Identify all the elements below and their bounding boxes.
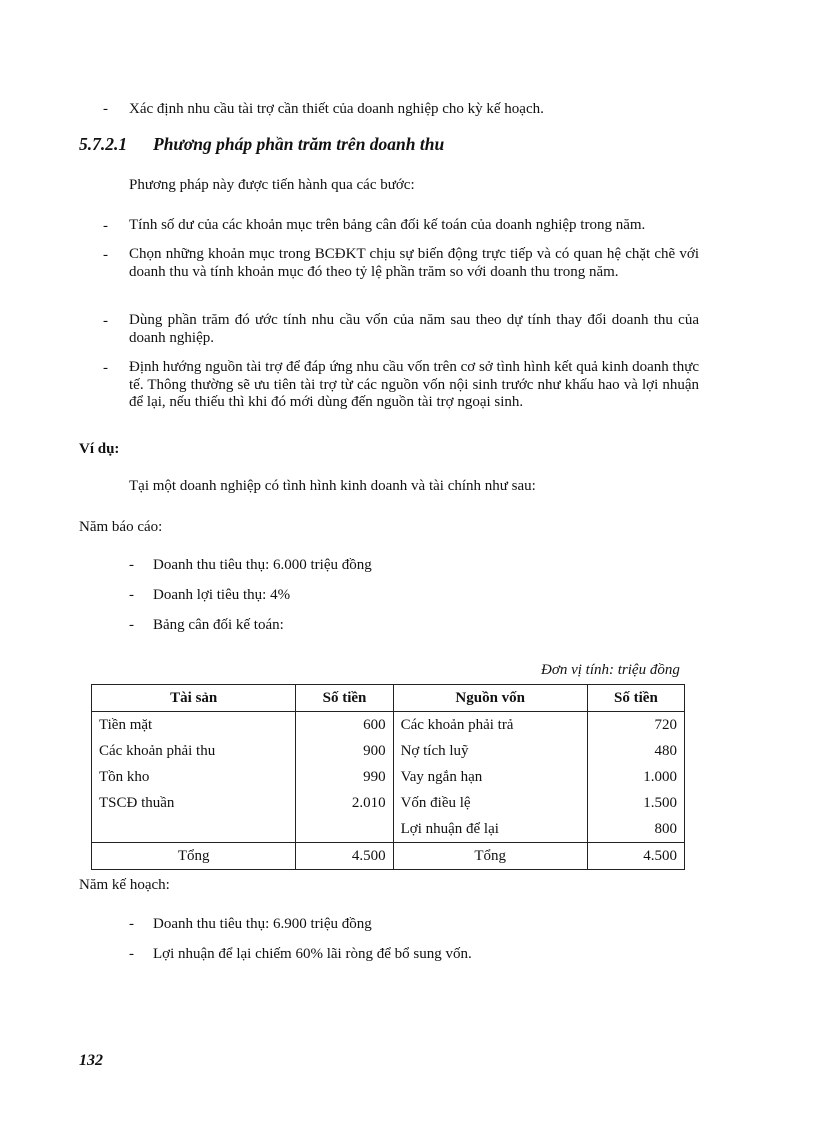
report-item-margin: Doanh lợi tiêu thụ: 4% — [153, 587, 291, 603]
asset-amount: 2.010 — [296, 790, 393, 816]
bullet-dash: - — [103, 101, 108, 117]
bullet-dash: - — [103, 360, 108, 376]
total-assets-amount: 4.500 — [296, 843, 393, 870]
asset-name: Tiền mặt — [92, 712, 296, 739]
bullet-dash: - — [129, 587, 134, 603]
source-name: Nợ tích luỹ — [393, 738, 587, 764]
source-amount: 480 — [587, 738, 684, 764]
asset-name: Tồn kho — [92, 764, 296, 790]
table-row — [92, 712, 685, 739]
header-assets: Tài sản — [92, 685, 296, 712]
table-row — [92, 738, 685, 764]
bullet-dash: - — [129, 617, 134, 633]
source-name: Vay ngắn hạn — [393, 764, 587, 790]
asset-name — [92, 816, 296, 843]
plan-item-revenue: Doanh thu tiêu thụ: 6.900 triệu đồng — [153, 916, 372, 932]
source-name: Lợi nhuận để lại — [393, 816, 587, 843]
method-intro: Phương pháp này được tiến hành qua các bước: — [129, 177, 415, 193]
header-amount: Số tiền — [587, 685, 684, 712]
page-number: 132 — [79, 1052, 103, 1069]
asset-amount: 900 — [296, 738, 393, 764]
header-sources: Nguồn vốn — [393, 685, 587, 712]
table-row — [92, 764, 685, 790]
total-sources-label: Tổng — [393, 843, 587, 870]
table-total-row — [92, 843, 685, 870]
source-name: Vốn điều lệ — [393, 790, 587, 816]
step-4: Định hướng nguồn tài trợ để đáp ứng nhu cầu vốn trên cơ sở tình hình kết quả kinh doanh thực tế. Thông thường sẽ ưu tiên tài trợ từ các nguồn vốn nội sinh trước như khấu hao và lợi nhuận để lại, nếu thiếu thì khi đó mới dùng đến nguồn tài trợ ngoại sinh. — [129, 359, 699, 410]
report-item-balance-sheet: Bảng cân đối kế toán: — [153, 617, 284, 633]
step-1: Tính số dư của các khoản mục trên bảng cân đối kế toán của doanh nghiệp trong năm. — [129, 217, 646, 233]
asset-amount — [296, 816, 393, 843]
plan-item-retained-earnings: Lợi nhuận để lại chiếm 60% lãi ròng để bổ sung vốn. — [153, 946, 472, 962]
section-title: Phương pháp phần trăm trên doanh thu — [153, 134, 445, 154]
intro-bullet-text: Xác định nhu cầu tài trợ cần thiết của doanh nghiệp cho kỳ kế hoạch. — [129, 101, 544, 117]
bullet-dash: - — [103, 247, 108, 263]
table-header-row — [92, 685, 685, 712]
total-sources-amount: 4.500 — [587, 843, 684, 870]
table-row — [92, 790, 685, 816]
bullet-dash: - — [129, 916, 134, 932]
table-row — [92, 816, 685, 843]
step-3: Dùng phần trăm đó ước tính nhu cầu vốn của năm sau theo dự tính thay đổi doanh thu của doanh nghiệp. — [129, 312, 699, 346]
asset-amount: 990 — [296, 764, 393, 790]
source-amount: 1.000 — [587, 764, 684, 790]
total-assets-label: Tổng — [92, 843, 296, 870]
bullet-dash: - — [129, 557, 134, 573]
asset-name: Các khoản phải thu — [92, 738, 296, 764]
section-number: 5.7.2.1 — [79, 134, 128, 154]
step-2: Chọn những khoản mục trong BCĐKT chịu sự biến động trực tiếp và có quan hệ chặt chẽ với doanh thu và tính khoản mục đó theo tỷ lệ phần trăm so với doanh thu trong năm. — [129, 246, 699, 280]
report-year-label: Năm báo cáo: — [79, 519, 163, 535]
bullet-dash: - — [103, 313, 108, 329]
plan-year-label: Năm kế hoạch: — [79, 877, 170, 893]
section-heading — [79, 133, 444, 155]
unit-note: Đơn vị tính: triệu đồng — [541, 662, 680, 678]
source-amount: 800 — [587, 816, 684, 843]
example-label: Ví dụ: — [79, 441, 120, 457]
source-amount: 720 — [587, 712, 684, 739]
asset-name: TSCĐ thuần — [92, 790, 296, 816]
bullet-dash: - — [103, 218, 108, 234]
header-amount: Số tiền — [296, 685, 393, 712]
source-amount: 1.500 — [587, 790, 684, 816]
example-intro: Tại một doanh nghiệp có tình hình kinh doanh và tài chính như sau: — [129, 478, 536, 494]
source-name: Các khoản phải trả — [393, 712, 587, 739]
balance-sheet-table — [91, 684, 685, 870]
asset-amount: 600 — [296, 712, 393, 739]
bullet-dash: - — [129, 946, 134, 962]
report-item-revenue: Doanh thu tiêu thụ: 6.000 triệu đồng — [153, 557, 372, 573]
